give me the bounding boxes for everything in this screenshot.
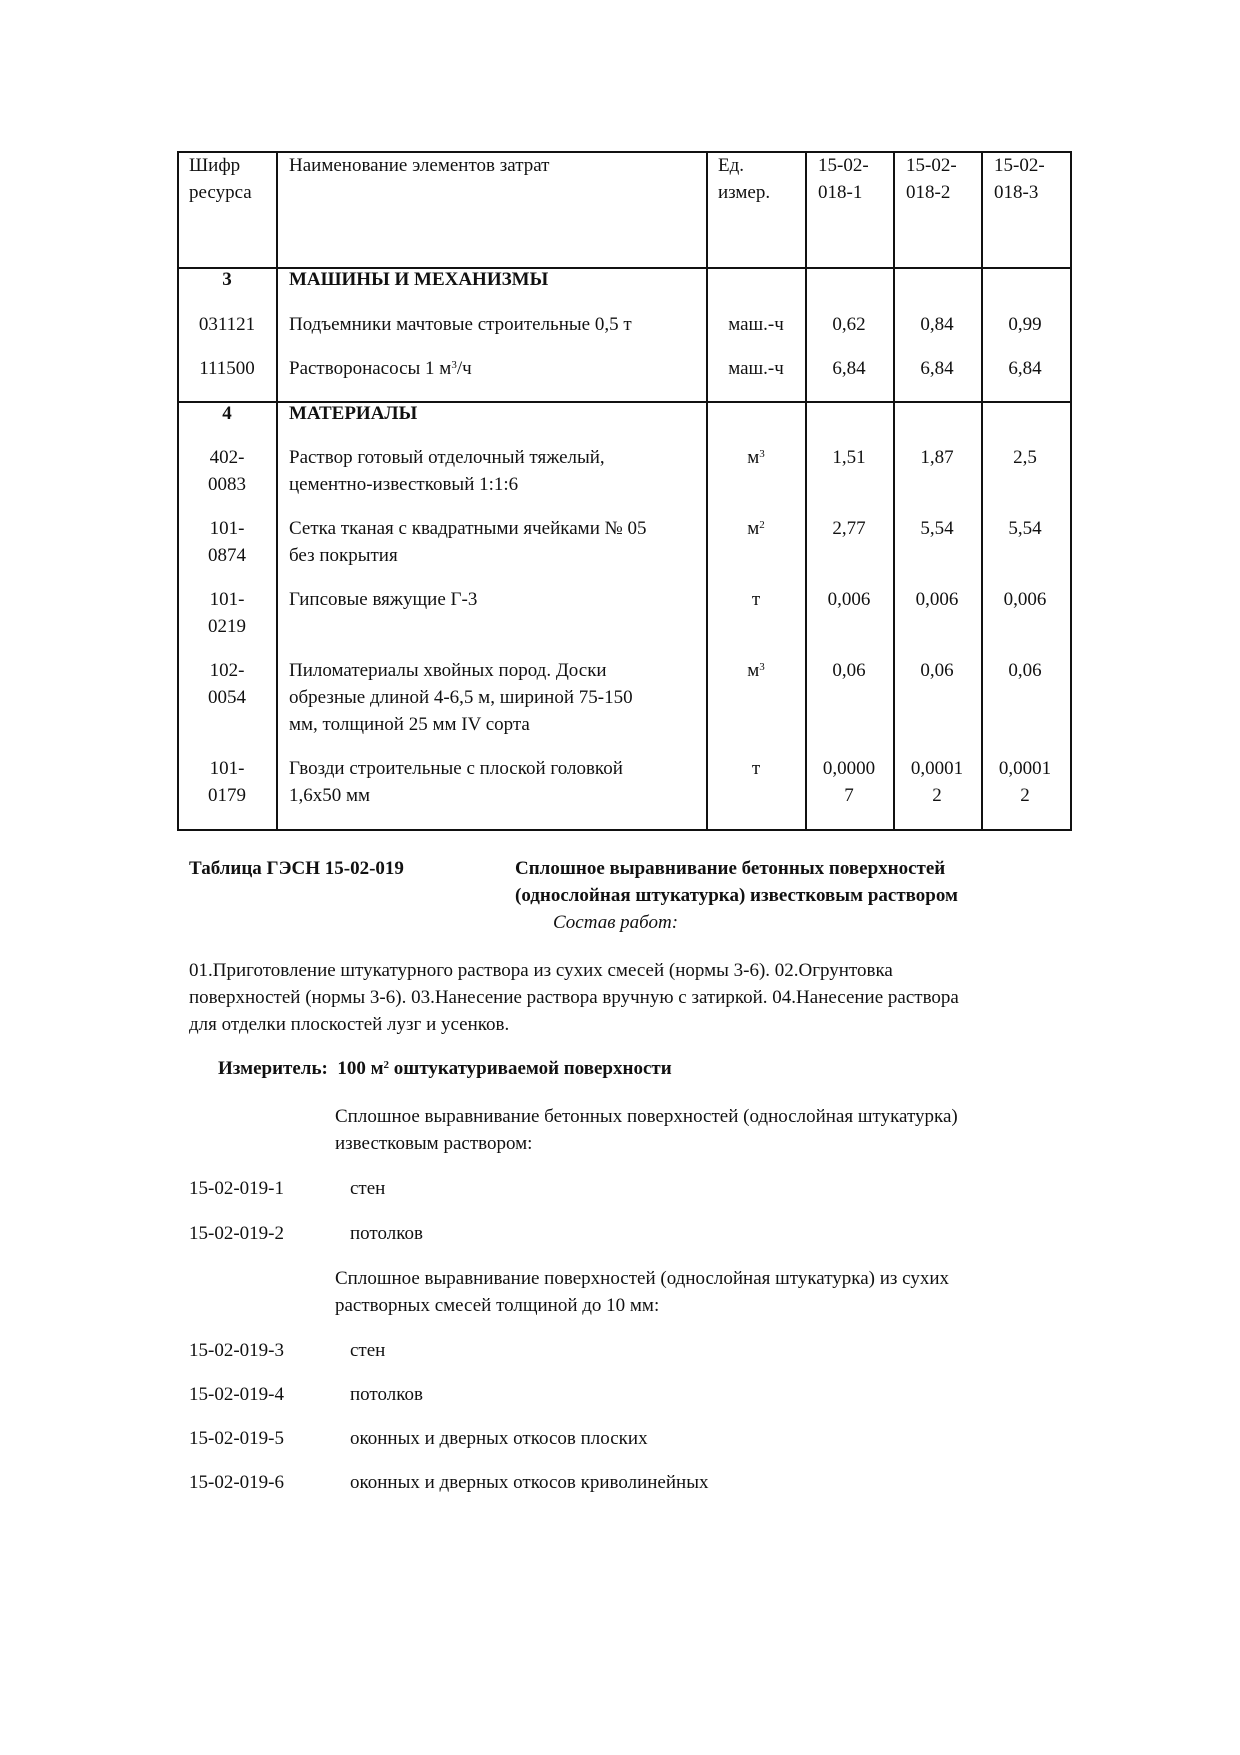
meter-label: Измеритель: bbox=[218, 1058, 328, 1079]
row-value-2: 0,006 bbox=[915, 589, 959, 610]
header-name: Наименование элементов затрат bbox=[289, 155, 550, 176]
header-col-3: 15-02- 018-3 bbox=[994, 155, 1045, 203]
norm-text: потолков bbox=[350, 1384, 423, 1405]
row-code: 111500 bbox=[199, 358, 255, 379]
row-value-3: 0,06 bbox=[1008, 660, 1042, 681]
row-name: Растворонасосы 1 $м^3/ч$ bbox=[289, 358, 472, 379]
row-value-3: 5,54 bbox=[1008, 518, 1042, 539]
resource-table bbox=[177, 151, 1072, 831]
table-col-divider-4 bbox=[893, 151, 895, 831]
row-value-3: 6,84 bbox=[1008, 358, 1042, 379]
row-value-3: 0,0001 2 bbox=[998, 758, 1052, 806]
norm-text: оконных и дверных откосов криволинейных bbox=[350, 1472, 709, 1493]
row-code: 402- 0083 bbox=[208, 447, 246, 495]
table-border-right bbox=[1070, 151, 1072, 831]
norm-text: стен bbox=[350, 1340, 386, 1361]
row-value-2: 0,84 bbox=[920, 314, 954, 335]
norm-code: 15-02-019-1 bbox=[189, 1178, 284, 1199]
row-value-1: 0,62 bbox=[832, 314, 866, 335]
meter-value: 100 $м^2$ оштукатуриваемой поверхности bbox=[337, 1058, 672, 1079]
section-code: 4 bbox=[222, 403, 232, 424]
norm-text: стен bbox=[350, 1178, 386, 1199]
row-value-1: 0,06 bbox=[832, 660, 866, 681]
row-unit: $м^3$ bbox=[747, 660, 765, 681]
row-value-2: 0,06 bbox=[920, 660, 954, 681]
row-unit: т bbox=[751, 589, 761, 610]
row-code: 101- 0874 bbox=[208, 518, 246, 566]
row-value-1: 0,0000 7 bbox=[822, 758, 876, 806]
header-code: Шифр ресурса bbox=[189, 155, 252, 203]
row-code: 031121 bbox=[198, 314, 256, 335]
row-name: Гвозди строительные с плоской головкой 1,6х50 мм bbox=[289, 758, 623, 806]
norm-text: потолков bbox=[350, 1223, 423, 1244]
row-unit: $м^3$ bbox=[747, 447, 765, 468]
row-unit: маш.-ч bbox=[728, 314, 784, 335]
row-name: Сетка тканая с квадратными ячейками № 05 без покрытия bbox=[289, 518, 647, 566]
row-value-3: 0,006 bbox=[1003, 589, 1047, 610]
row-unit: маш.-ч bbox=[728, 358, 784, 379]
table-border-bottom bbox=[177, 829, 1072, 831]
row-value-1: 6,84 bbox=[832, 358, 866, 379]
row-code: 102- 0054 bbox=[208, 660, 246, 708]
table-col-divider-3 bbox=[805, 151, 807, 831]
section-title: МАШИНЫ И МЕХАНИЗМЫ bbox=[289, 269, 549, 290]
row-name: Пиломатериалы хвойных пород. Доски обрезные длиной 4-6,5 м, шириной 75-150 мм, толщиной 25 мм IV сорта bbox=[289, 660, 633, 735]
header-col-2: 15-02- 018-2 bbox=[906, 155, 957, 203]
row-name: Гипсовые вяжущие Г-3 bbox=[289, 589, 478, 610]
row-value-3: 0,99 bbox=[1008, 314, 1042, 335]
row-value-1: 0,006 bbox=[827, 589, 871, 610]
norm-code: 15-02-019-4 bbox=[189, 1384, 284, 1405]
table-title: Сплошное выравнивание бетонных поверхностей (однослойная штукатурка) известковым раствором bbox=[515, 858, 958, 906]
section-code: 3 bbox=[222, 269, 232, 290]
works-description: 01.Приготовление штукатурного раствора из сухих смесей (нормы 3-6). 02.Огрунтовка поверхностей (нормы 3-6). 03.Нанесение раствора вручную с затиркой. 04.Нанесение раствора для отделки плоскостей лузг и усенков. bbox=[189, 960, 959, 1035]
row-value-1: 1,51 bbox=[832, 447, 866, 468]
row-value-3: 2,5 bbox=[1013, 447, 1037, 468]
row-unit: т bbox=[751, 758, 761, 779]
table-col-divider-5 bbox=[981, 151, 983, 831]
header-col-1: 15-02- 018-1 bbox=[818, 155, 869, 203]
group-intro: Сплошное выравнивание бетонных поверхностей (однослойная штукатурка) известковым раствором: bbox=[335, 1106, 958, 1154]
norm-code: 15-02-019-6 bbox=[189, 1472, 284, 1493]
section-title: МАТЕРИАЛЫ bbox=[289, 403, 418, 424]
row-code: 101- 0179 bbox=[208, 758, 246, 806]
row-value-2: 1,87 bbox=[920, 447, 954, 468]
row-value-1: 2,77 bbox=[832, 518, 866, 539]
row-name: Подъемники мачтовые строительные 0,5 т bbox=[289, 314, 632, 335]
table-label: Таблица ГЭСН 15-02-019 bbox=[189, 858, 404, 879]
row-unit: $м^2$ bbox=[747, 518, 765, 539]
row-value-2: 6,84 bbox=[920, 358, 954, 379]
norm-text: оконных и дверных откосов плоских bbox=[350, 1428, 648, 1449]
row-name: Раствор готовый отделочный тяжелый, цементно-известковый 1:1:6 bbox=[289, 447, 605, 495]
norm-code: 15-02-019-2 bbox=[189, 1223, 284, 1244]
norm-code: 15-02-019-3 bbox=[189, 1340, 284, 1361]
norm-code: 15-02-019-5 bbox=[189, 1428, 284, 1449]
meter bbox=[218, 1055, 672, 1082]
group-intro: Сплошное выравнивание поверхностей (однослойная штукатурка) из сухих растворных смесей толщиной до 10 мм: bbox=[335, 1268, 949, 1316]
row-value-2: 0,0001 2 bbox=[910, 758, 964, 806]
row-value-2: 5,54 bbox=[920, 518, 954, 539]
header-unit: Ед. измер. bbox=[718, 155, 771, 203]
works-subtitle: Состав работ: bbox=[553, 912, 679, 933]
row-code: 101- 0219 bbox=[208, 589, 246, 637]
